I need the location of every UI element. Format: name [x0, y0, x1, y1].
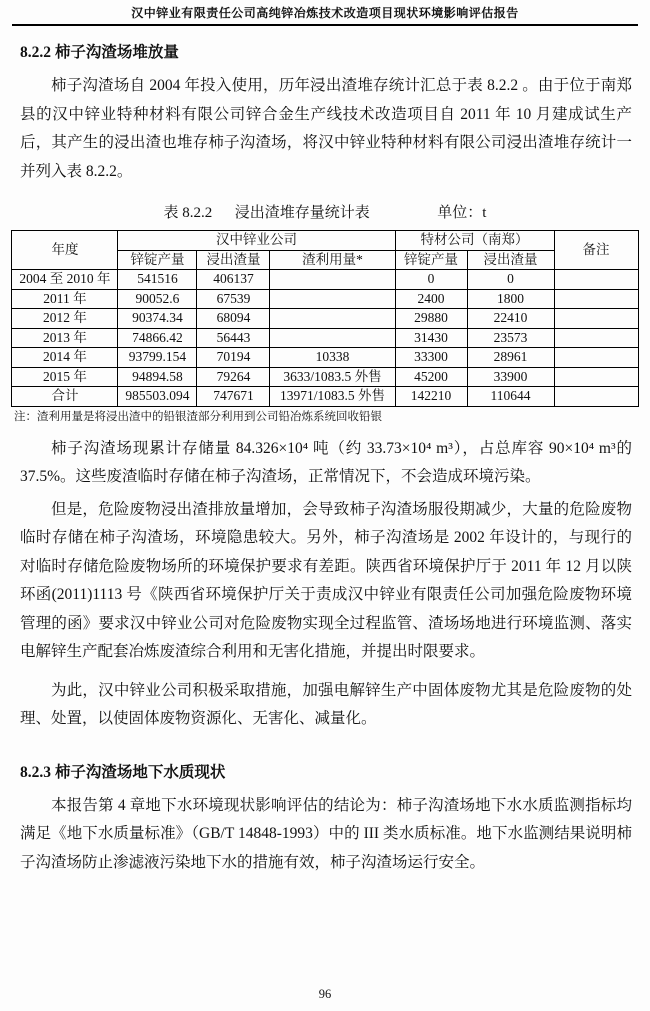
cell-zinc-output-2: 33300 [395, 348, 467, 368]
header-cell-special-materials-group: 特材公司（南郑） [395, 231, 554, 251]
cell-slag-utilized [270, 289, 395, 309]
cell-zinc-output-2: 45200 [395, 367, 467, 387]
table-caption-unit: 单位：t [437, 205, 487, 221]
table-row [12, 328, 638, 348]
section-8-2-3-heading: 8.2.3 柿子沟渣场地下水质现状 [20, 763, 226, 781]
header-cell-zinc-output-2: 锌锭产量 [395, 250, 467, 270]
cell-leachate: 67539 [197, 289, 270, 309]
document-header [12, 0, 638, 26]
cell-leachate-2: 23573 [467, 328, 554, 348]
table-row [12, 367, 638, 387]
cell-leachate: 70194 [197, 348, 270, 368]
table-caption [0, 201, 650, 222]
section-8-2-2-heading: 8.2.2 柿子沟渣场堆放量 [20, 44, 179, 61]
page-number: 96 [318, 987, 332, 1001]
paragraph-storage-history: 柿子沟渣场自 2004 年投入使用，历年浸出渣堆存统计汇总于表 8.2.2 。由于位于南郑县的汉中锌业特种材料有限公司锌合金生产线技术改造项目自 2011 年 10 月建成试生产后，其产生的浸出渣也堆存柿子沟渣场，将汉中锌业特种材料有限公司浸出渣堆存统计一并列入表 8.2.2。 [20, 77, 632, 180]
table-row [12, 309, 638, 329]
table-caption-label: 表 8.2.2 [163, 205, 213, 221]
leachate-storage-table [11, 230, 638, 407]
cell-slag-utilized [270, 328, 395, 348]
cell-zinc-output: 90374.34 [118, 309, 197, 329]
header-cell-leachate-1: 浸出渣量 [197, 250, 270, 270]
paragraph-groundwater-conclusion: 本报告第 4 章地下水环境现状影响评估的结论为：柿子沟渣场地下水水质监测指标均满足《地下水质量标准》（GB/T 14848-1993）中的 III 类水质标准。地下水监测结果说明柿子沟渣场防止渗滤液污染地下水的措施有效，柿子沟渣场运行安全。 [20, 796, 632, 871]
cell-zinc-output: 94894.58 [118, 367, 197, 387]
paragraph-risk-discussion: 但是，危险废物浸出渣排放量增加，会导致柿子沟渣场服役期减少，大量的危险废物临时存储在柿子沟渣场，环境隐患较大。另外，柿子沟渣场是 2002 年设计的，与现行的对临时存储危险废物场所的环境保护要求有差距。陕西省环境保护厅于 2011 年 12 月以陕环函(2011)1113 号《陕西省环境保护厅关于责成汉中锌业有限责任公司加强危险废物环境管理的函》要求汉中锌业公司对危险废物实现全过程监管、渣场场地进行环境监测、落实电解锌生产配套冶炼废渣综合利用和无害化措施，并提出时限要求。 [20, 500, 632, 660]
cell-leachate: 406137 [197, 270, 270, 290]
cell-leachate-2: 0 [467, 270, 554, 290]
cell-slag-utilized: 10338 [270, 348, 395, 368]
cell-leachate-2: 33900 [467, 367, 554, 387]
table-row [12, 348, 638, 368]
cell-zinc-output-2: 29880 [395, 309, 467, 329]
cell-year: 2015 年 [12, 367, 118, 387]
cell-zinc-output: 93799.154 [118, 348, 197, 368]
header-cell-hanzhong-group: 汉中锌业公司 [118, 231, 395, 251]
cell-year: 2004 至 2010 年 [12, 270, 118, 290]
cell-zinc-output: 74866.42 [118, 328, 197, 348]
table-row [12, 289, 638, 309]
paragraph-storage-capacity: 柿子沟渣场现累计存储量 84.326×10⁴ 吨（约 33.73×10⁴ m³），占总库容 90×10⁴ m³的 37.5%。这些废渣临时存储在柿子沟渣场，正常情况下，不会造成环境污染。 [20, 439, 632, 485]
cell-zinc-output-2: 2400 [395, 289, 467, 309]
cell-remark [554, 289, 638, 309]
cell-leachate: 68094 [197, 309, 270, 329]
cell-slag-utilized [270, 270, 395, 290]
cell-leachate: 79264 [197, 367, 270, 387]
cell-leachate: 56443 [197, 328, 270, 348]
header-cell-slag-utilized: 渣利用量* [270, 250, 395, 270]
table-row-total [12, 387, 638, 407]
paragraph-measures: 为此，汉中锌业公司积极采取措施，加强电解锌生产中固体废物尤其是危险废物的处理、处置，以使固体废物资源化、无害化、减量化。 [20, 681, 632, 727]
cell-leachate-2: 22410 [467, 309, 554, 329]
cell-year: 2012 年 [12, 309, 118, 329]
cell-zinc-output-2: 31430 [395, 328, 467, 348]
header-cell-zinc-output-1: 锌锭产量 [118, 250, 197, 270]
table-row [12, 270, 638, 290]
cell-leachate-2: 110644 [467, 387, 554, 407]
cell-remark [554, 270, 638, 290]
cell-leachate: 747671 [197, 387, 270, 407]
table-caption-title: 浸出渣堆存量统计表 [234, 205, 370, 221]
cell-leachate-2: 1800 [467, 289, 554, 309]
cell-remark [554, 348, 638, 368]
cell-year: 合计 [12, 387, 118, 407]
cell-remark [554, 309, 638, 329]
cell-zinc-output-2: 0 [395, 270, 467, 290]
cell-slag-utilized: 13971/1083.5 外售 [270, 387, 395, 407]
cell-year: 2011 年 [12, 289, 118, 309]
table-header-row-1 [12, 231, 638, 251]
cell-slag-utilized [270, 309, 395, 329]
cell-remark [554, 387, 638, 407]
cell-leachate-2: 28961 [467, 348, 554, 368]
header-cell-year: 年度 [12, 231, 118, 270]
header-cell-remark: 备注 [554, 231, 638, 270]
cell-zinc-output: 90052.6 [118, 289, 197, 309]
cell-slag-utilized: 3633/1083.5 外售 [270, 367, 395, 387]
cell-year: 2014 年 [12, 348, 118, 368]
cell-remark [554, 328, 638, 348]
header-cell-leachate-2: 浸出渣量 [467, 250, 554, 270]
cell-zinc-output: 541516 [118, 270, 197, 290]
cell-zinc-output-2: 142210 [395, 387, 467, 407]
cell-year: 2013 年 [12, 328, 118, 348]
cell-remark [554, 367, 638, 387]
table-note: 注：渣利用量是将浸出渣中的铅银渣部分利用到公司铅冶炼系统回收铅银 [14, 410, 382, 423]
report-header-title: 汉中锌业有限责任公司高纯锌冶炼技术改造项目现状环境影响评估报告 [131, 6, 519, 20]
cell-zinc-output: 985503.094 [118, 387, 197, 407]
